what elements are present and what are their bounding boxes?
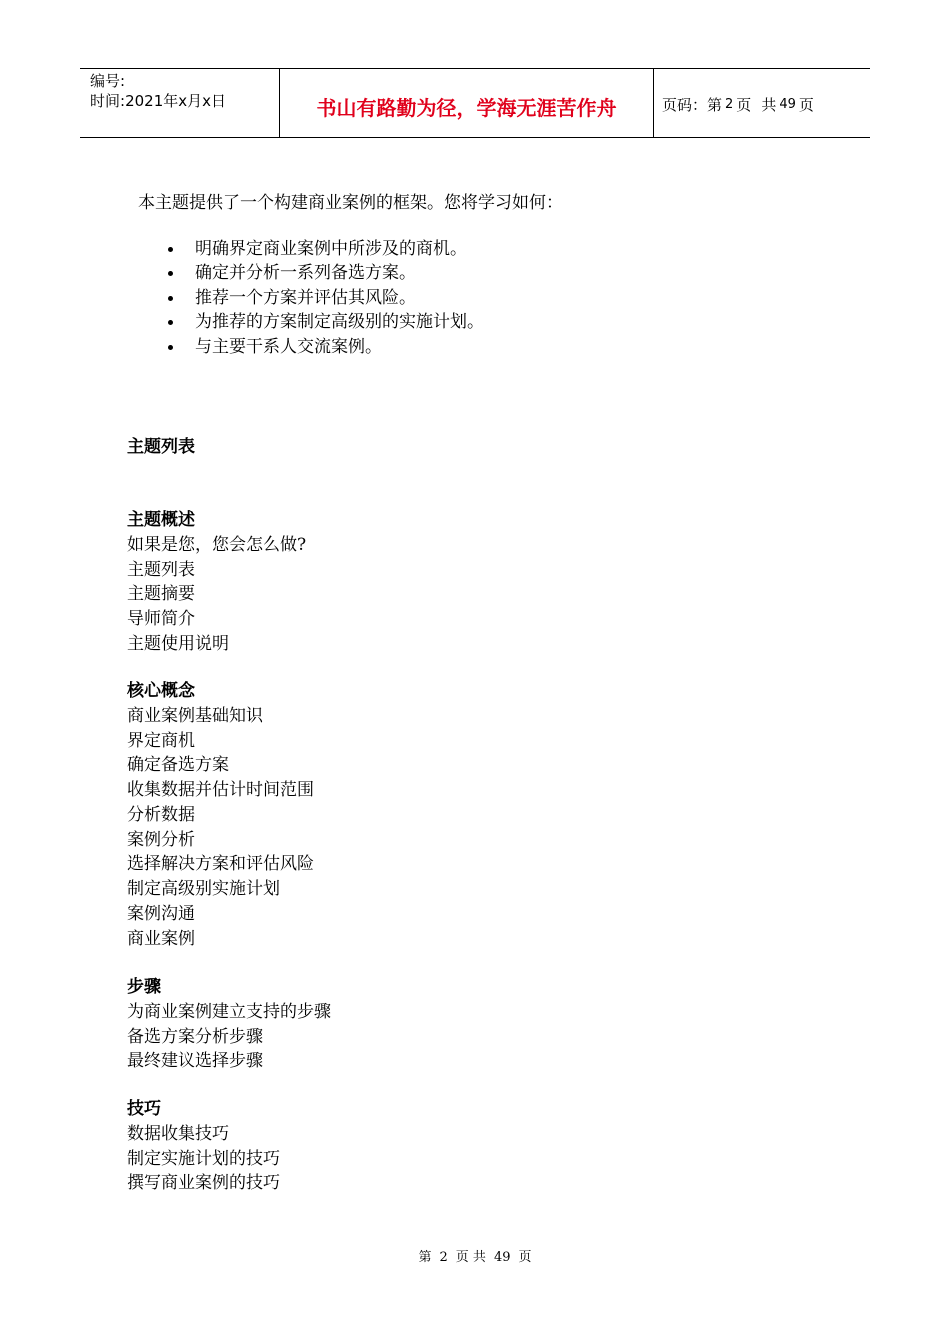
toc-item[interactable]: 案例沟通 <box>127 904 195 925</box>
section-heading: 主题概述 <box>127 510 195 530</box>
list-item: 为推荐的方案制定高级别的实施计划。 <box>166 310 484 334</box>
toc-item[interactable]: 最终建议选择步骤 <box>127 1051 263 1072</box>
toc-item[interactable]: 制定实施计划的技巧 <box>127 1148 280 1169</box>
toc-item[interactable]: 主题列表 <box>127 559 195 580</box>
page-footer <box>0 1246 950 1265</box>
toc-item[interactable]: 如果是您，您会怎么做? <box>127 534 307 555</box>
page-unit: 页 <box>736 95 752 114</box>
section-heading: 核心概念 <box>127 681 195 701</box>
page-current: 2 <box>725 96 734 112</box>
page-total-unit: 页 <box>798 95 814 114</box>
header-meta-cell <box>80 69 280 137</box>
footer-total: 49 <box>493 1250 511 1265</box>
footer-mid: 页 共 <box>455 1250 486 1265</box>
list-item: 与主要干系人交流案例。 <box>166 335 484 359</box>
toc-item[interactable]: 主题使用说明 <box>127 633 229 654</box>
page-total-label: 共 <box>761 95 777 114</box>
toc-title: 主题列表 <box>127 437 195 457</box>
toc-item[interactable]: 撰写商业案例的技巧 <box>127 1173 280 1194</box>
toc-item[interactable]: 制定高级别实施计划 <box>127 879 280 900</box>
toc-item[interactable]: 备选方案分析步骤 <box>127 1026 263 1047</box>
page-label: 页码：第 <box>662 95 723 114</box>
header-page-info <box>654 69 870 137</box>
toc-item[interactable]: 分析数据 <box>127 804 195 825</box>
section-tips <box>127 1097 280 1196</box>
list-item: 明确界定商业案例中所涉及的商机。 <box>166 237 484 261</box>
list-item: 确定并分析一系列备选方案。 <box>166 261 484 285</box>
header-motto: 书山有路勤为径，学海无涯苦作舟 <box>280 69 654 137</box>
objectives-list <box>166 237 484 359</box>
toc-item[interactable]: 案例分析 <box>127 829 195 850</box>
list-item: 推荐一个方案并评估其风险。 <box>166 286 484 310</box>
section-steps <box>127 975 331 1074</box>
toc-item[interactable]: 导师简介 <box>127 609 195 630</box>
toc-item[interactable]: 界定商机 <box>127 730 195 751</box>
intro-paragraph: 本主题提供了一个构建商业案例的框架。您将学习如何： <box>138 193 563 213</box>
page-header <box>80 68 870 138</box>
section-core-concepts <box>127 679 314 952</box>
page-total: 49 <box>779 96 796 112</box>
toc-item[interactable]: 商业案例基础知识 <box>127 705 263 726</box>
time-label: 时间: <box>90 92 126 110</box>
toc-item[interactable]: 收集数据并估计时间范围 <box>127 780 314 801</box>
time-line <box>90 91 279 111</box>
section-overview <box>127 508 306 657</box>
toc-item[interactable]: 为商业案例建立支持的步骤 <box>127 1001 331 1022</box>
footer-suffix: 页 <box>518 1250 532 1265</box>
toc-item[interactable]: 主题摘要 <box>127 584 195 605</box>
number-label: 编号: <box>90 72 126 90</box>
section-heading: 步骤 <box>127 977 161 997</box>
date-value: 2021年x月x日 <box>125 92 226 110</box>
toc-item[interactable]: 数据收集技巧 <box>127 1123 229 1144</box>
toc-item[interactable]: 确定备选方案 <box>127 755 229 776</box>
toc-item[interactable]: 选择解决方案和评估风险 <box>127 854 314 875</box>
section-heading: 技巧 <box>127 1099 161 1119</box>
toc-item[interactable]: 商业案例 <box>127 928 195 949</box>
footer-current: 2 <box>439 1250 448 1265</box>
footer-prefix: 第 <box>418 1250 432 1265</box>
